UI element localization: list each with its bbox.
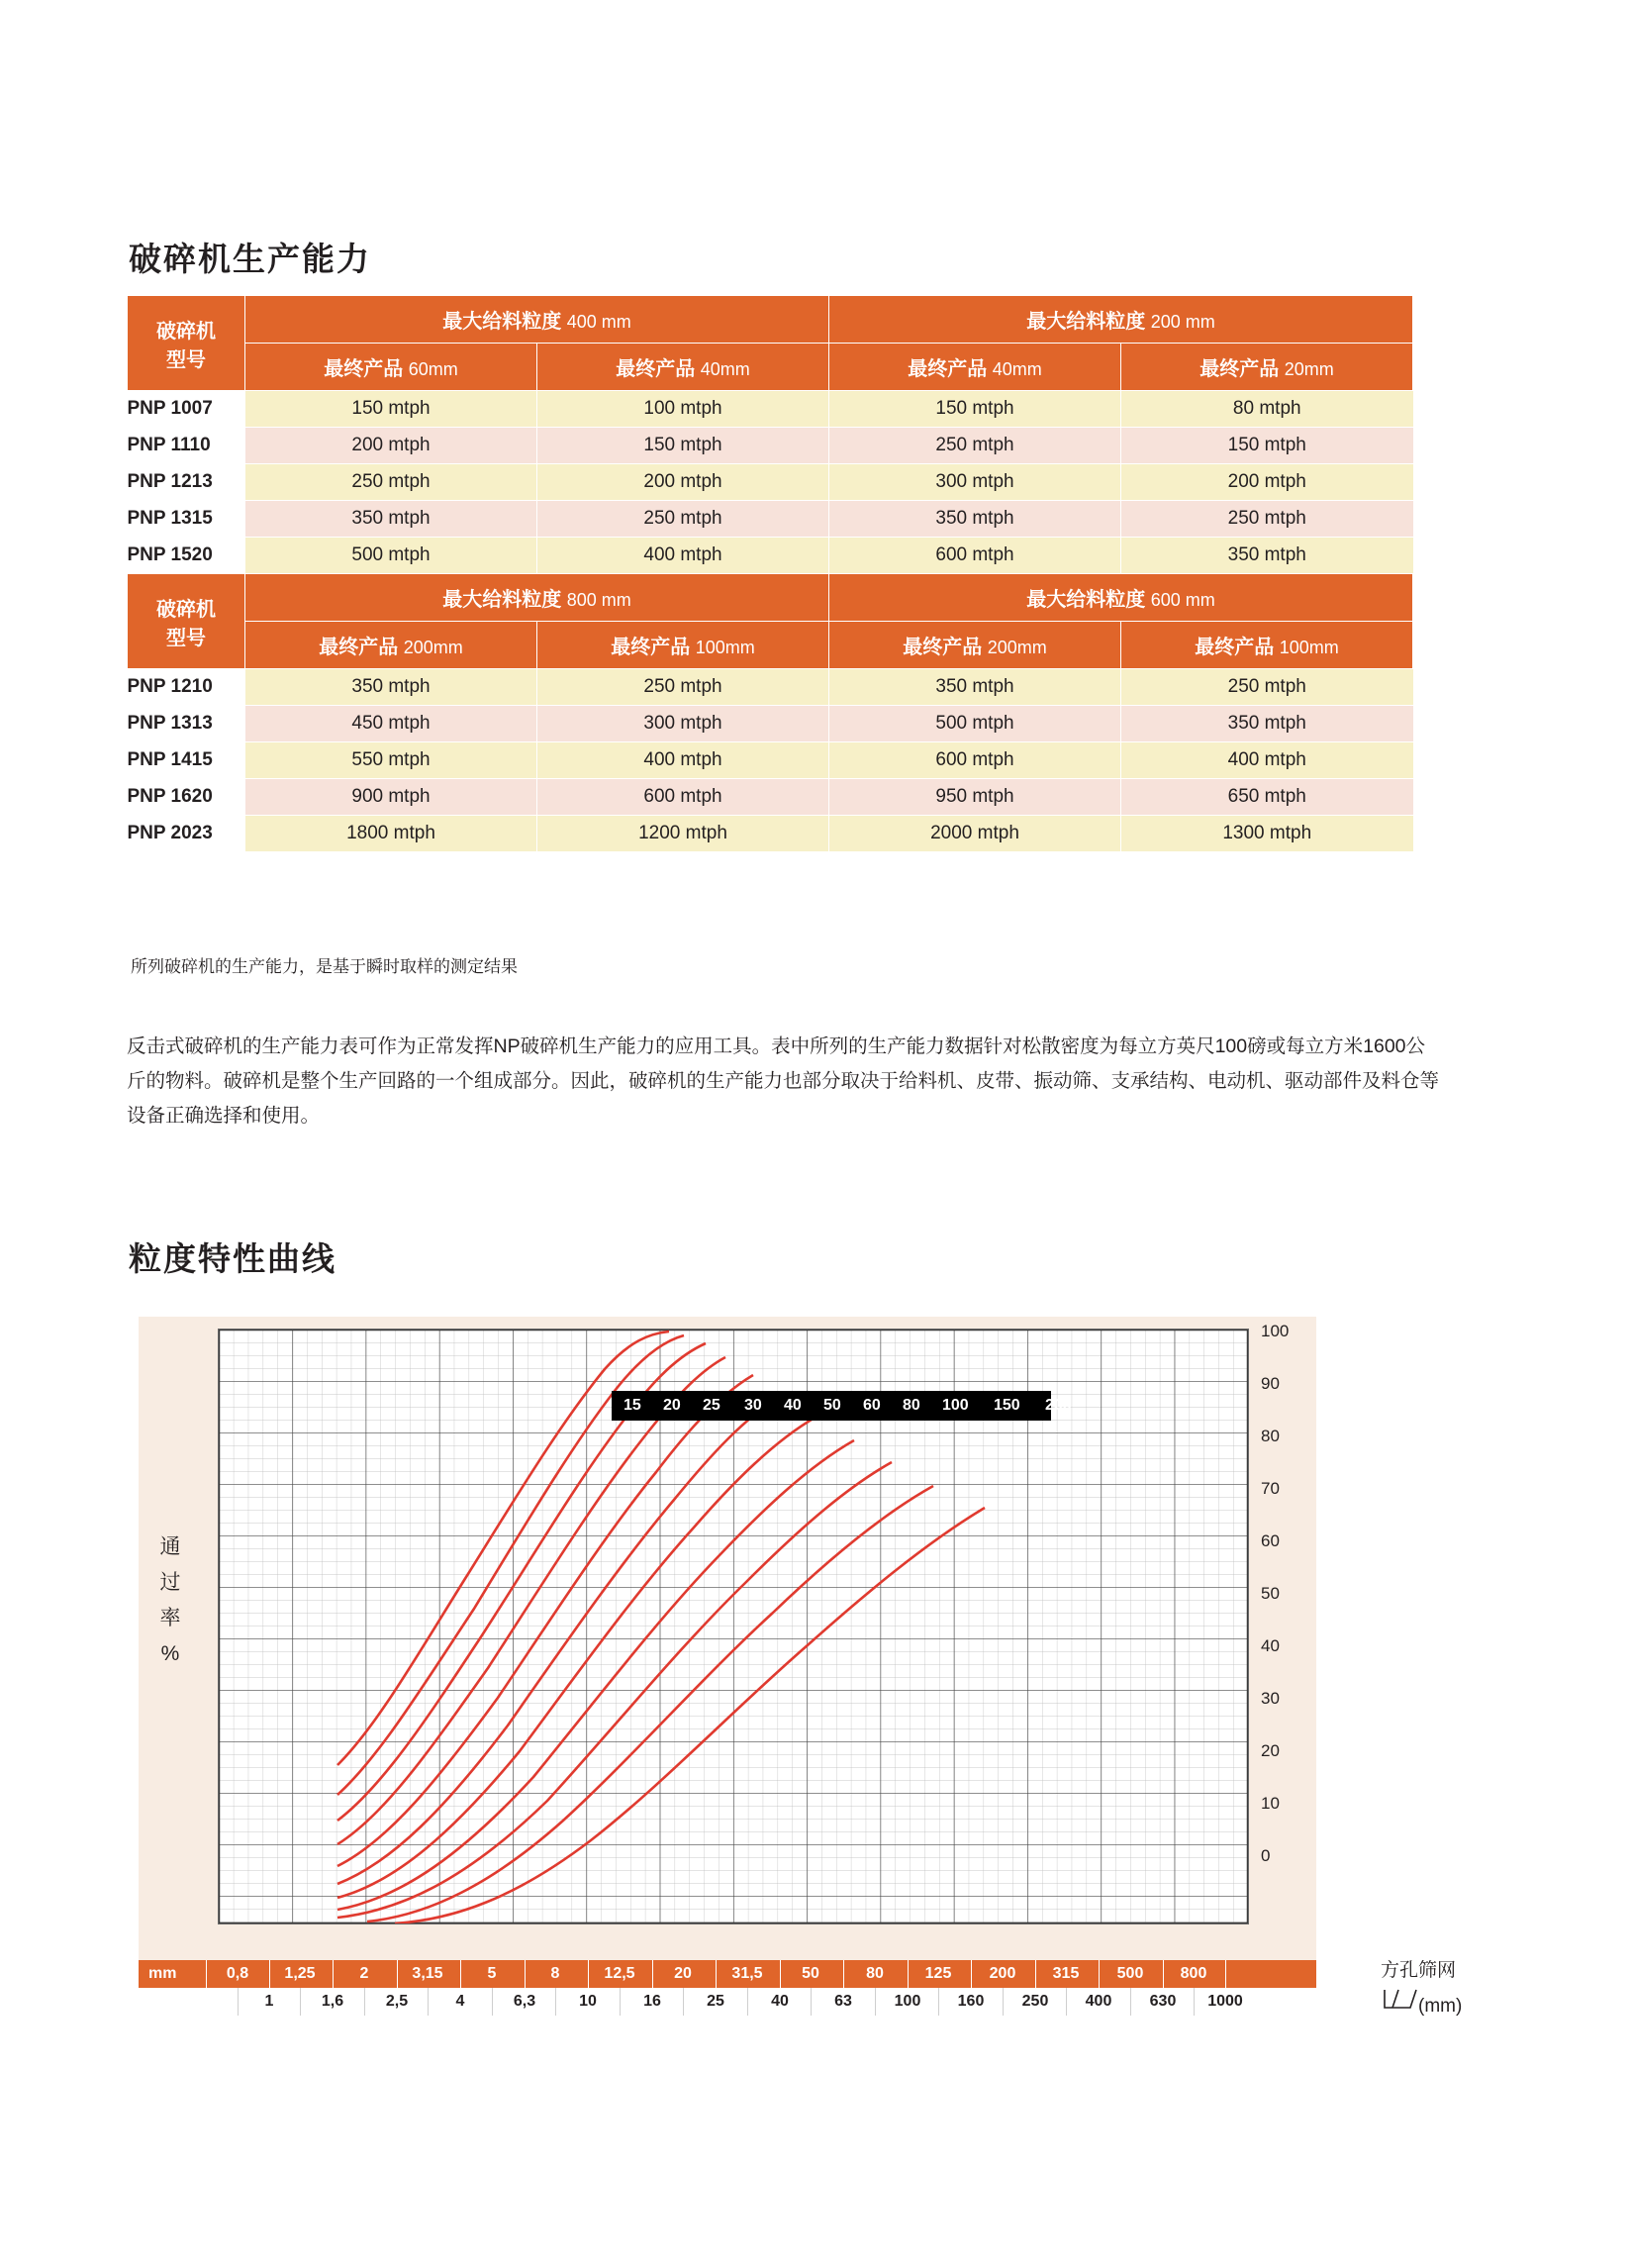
xtick-top: 3,15 [412,1965,443,1982]
xtick-top: 5 [487,1965,497,1982]
row-value: 950 mtph [829,779,1121,816]
row-value: 900 mtph [245,779,537,816]
xtick-bottom: 10 [579,1993,597,2010]
feed-group-value: 200 mm [1150,312,1215,332]
feed-group-header: 最大给料粒度 600 mm [829,574,1413,622]
chart-xaxis-bottom [139,1988,1316,2017]
feed-group-label: 最大给料粒度 [1026,311,1146,333]
xtick-top: 20 [674,1965,692,1982]
square-mesh-unit: (mm) [1418,1996,1463,2017]
table-row [128,501,1413,538]
row-value: 200 mtph [245,428,537,464]
xtick-bottom: 1,6 [321,1993,344,2010]
table-row [128,538,1413,574]
xtick-top: 50 [802,1965,819,1982]
xtick-bottom: 6,3 [513,1993,536,2010]
row-value: 150 mtph [829,391,1121,428]
xtick-bottom: 1 [264,1993,274,2010]
xtick-bottom: 4 [455,1993,465,2010]
feed-group-header [829,296,1413,344]
legend-entry: 60 [863,1397,881,1414]
chart-xaxis-top [139,1960,1316,1988]
row-model: PNP 1210 [128,669,245,706]
row-value: 500 mtph [829,706,1121,742]
row-value: 200 mtph [537,464,829,501]
xtick-top: 125 [924,1965,952,1982]
table-row [128,391,1413,428]
xtick-top: 200 [989,1965,1016,1982]
row-value: 250 mtph [1121,501,1413,538]
section-capacity-title: 破碎机生产能力 [129,241,371,277]
row-value: 350 mtph [1121,706,1413,742]
table-subheader-row [128,622,1413,669]
chart-legend-bar [612,1391,1072,1421]
product-header: 最终产品 40mm [537,344,829,391]
legend-entry: 100 [942,1397,969,1414]
row-value: 300 mtph [537,706,829,742]
row-value: 350 mtph [1121,538,1413,574]
row-value: 250 mtph [537,501,829,538]
row-value: 150 mtph [537,428,829,464]
xtick-top: 2 [359,1965,369,1982]
xtick-top: 500 [1116,1965,1144,1982]
xtick-top: 8 [550,1965,560,1982]
xtick-top: 31,5 [731,1965,763,1982]
chart-yaxis-ticks [1249,1317,1308,1935]
product-header: 最终产品 200mm [245,622,537,669]
row-value: 300 mtph [829,464,1121,501]
square-mesh-legend [1381,1955,1462,2018]
row-value: 250 mtph [829,428,1121,464]
product-header: 最终产品 100mm [1121,622,1413,669]
feed-group-value: 400 mm [566,312,631,332]
table-row [128,464,1413,501]
xtick-bottom: 25 [707,1993,724,2010]
product-header: 最终产品 100mm [537,622,829,669]
feed-group-header: 最大给料粒度 800 mm [245,574,829,622]
axis-unit-label: mm [148,1965,177,1982]
xtick-top: 800 [1180,1965,1207,1982]
row-value: 350 mtph [829,501,1121,538]
section-gradation-title: 粒度特性曲线 [129,1240,336,1277]
chart-ylabel: 通 过 率 % [159,1535,181,1665]
feed-group-header [245,296,829,344]
model-header-cell [128,296,245,391]
legend-entry: 150 [994,1397,1020,1414]
table-subheader-row [128,344,1413,391]
ytick: 100 [1261,1322,1290,1340]
legend-entry: 30 [744,1397,762,1414]
row-value: 150 mtph [1121,428,1413,464]
table-note: 所列破碎机的生产能力，是基于瞬时取样的测定结果 [131,957,518,976]
legend-entry: 40 [784,1397,802,1414]
product-header: 最终产品 20mm [1121,344,1413,391]
model-header-cell [128,574,245,669]
row-value: 550 mtph [245,742,537,779]
row-value: 400 mtph [1121,742,1413,779]
feed-group-label: 最大给料粒度 [442,311,562,333]
ytick: 80 [1261,1427,1280,1445]
row-model: PNP 2023 [128,816,245,852]
row-value: 400 mtph [537,538,829,574]
model-header-line2: 型号 [166,348,206,371]
table-row [128,742,1413,779]
xtick-bottom: 16 [643,1993,661,2010]
xtick-bottom: 400 [1085,1993,1112,2010]
row-value: 1300 mtph [1121,816,1413,852]
square-mesh-icon [1381,1988,1418,2012]
row-model: PNP 1520 [128,538,245,574]
xtick-top: 80 [866,1965,884,1982]
row-value: 200 mtph [1121,464,1413,501]
xtick-bottom: 63 [834,1993,852,2010]
model-header-line1: 破碎机 [156,320,216,343]
legend-entry: 200 [1045,1397,1072,1414]
row-value: 400 mtph [537,742,829,779]
row-value: 600 mtph [829,742,1121,779]
row-model: PNP 1007 [128,391,245,428]
xtick-top: 315 [1052,1965,1080,1982]
xtick-bottom: 40 [771,1993,789,2010]
row-value: 450 mtph [245,706,537,742]
product-header: 最终产品 200mm [829,622,1121,669]
ytick: 40 [1261,1636,1280,1655]
row-value: 650 mtph [1121,779,1413,816]
table-row [128,669,1413,706]
xtick-bottom: 160 [957,1993,985,2010]
xtick-bottom: 630 [1149,1993,1177,2010]
square-mesh-label: 方孔筛网 [1381,1960,1457,1981]
row-value: 2000 mtph [829,816,1121,852]
table-row [128,428,1413,464]
capacity-table [127,295,1413,852]
row-value: 250 mtph [537,669,829,706]
row-model: PNP 1315 [128,501,245,538]
row-value: 250 mtph [1121,669,1413,706]
ytick: 20 [1261,1741,1280,1760]
ytick: 60 [1261,1531,1280,1550]
row-value: 1200 mtph [537,816,829,852]
ytick: 70 [1261,1479,1280,1498]
table-header-row [128,296,1413,344]
ytick: 30 [1261,1689,1280,1708]
xtick-bottom: 1000 [1207,1993,1243,2010]
legend-entry: 15 [624,1397,641,1414]
ytick: 10 [1261,1794,1280,1813]
table-row [128,706,1413,742]
xtick-top: 12,5 [604,1965,635,1982]
xtick-top: 1,25 [284,1965,316,1982]
row-value: 250 mtph [245,464,537,501]
xtick-bottom: 2,5 [385,1993,409,2010]
product-header: 最终产品 60mm [245,344,537,391]
row-model: PNP 1213 [128,464,245,501]
xtick-bottom: 250 [1021,1993,1049,2010]
legend-entry: 50 [823,1397,841,1414]
ytick: 0 [1261,1846,1271,1865]
row-value: 80 mtph [1121,391,1413,428]
row-value: 350 mtph [245,501,537,538]
gradation-chart [139,1317,1316,1960]
row-value: 600 mtph [537,779,829,816]
model-header-line2: 型号 [166,627,206,649]
table-row [128,816,1413,852]
model-header-line1: 破碎机 [156,598,216,621]
row-value: 350 mtph [829,669,1121,706]
row-value: 600 mtph [829,538,1121,574]
row-value: 150 mtph [245,391,537,428]
square-mesh-symbol [1381,1988,1462,2018]
table-header-row [128,574,1413,622]
capacity-paragraph: 反击式破碎机的生产能力表可作为正常发挥NP破碎机生产能力的应用工具。表中所列的生产能力数据针对松散密度为每立方英尺100磅或每立方米1600公斤的物料。破碎机是整个生产回路的一个组成部分。因此，破碎机的生产能力也部分取决于给料机、皮带、振动筛、支承结构、电动机、驱动部件及料仓等设备正确选择和使用。 [127,1035,1440,1127]
row-model: PNP 1313 [128,706,245,742]
row-value: 1800 mtph [245,816,537,852]
row-value: 100 mtph [537,391,829,428]
table-row [128,779,1413,816]
product-header: 最终产品 40mm [829,344,1121,391]
ytick: 50 [1261,1584,1280,1603]
legend-entry: 25 [703,1397,720,1414]
ytick: 90 [1261,1374,1280,1393]
row-model: PNP 1620 [128,779,245,816]
row-value: 500 mtph [245,538,537,574]
xtick-top: 0,8 [226,1965,249,1982]
legend-entry: 80 [903,1397,920,1414]
row-model: PNP 1110 [128,428,245,464]
xtick-bottom: 100 [894,1993,921,2010]
legend-entry: 20 [663,1397,681,1414]
row-value: 350 mtph [245,669,537,706]
row-model: PNP 1415 [128,742,245,779]
